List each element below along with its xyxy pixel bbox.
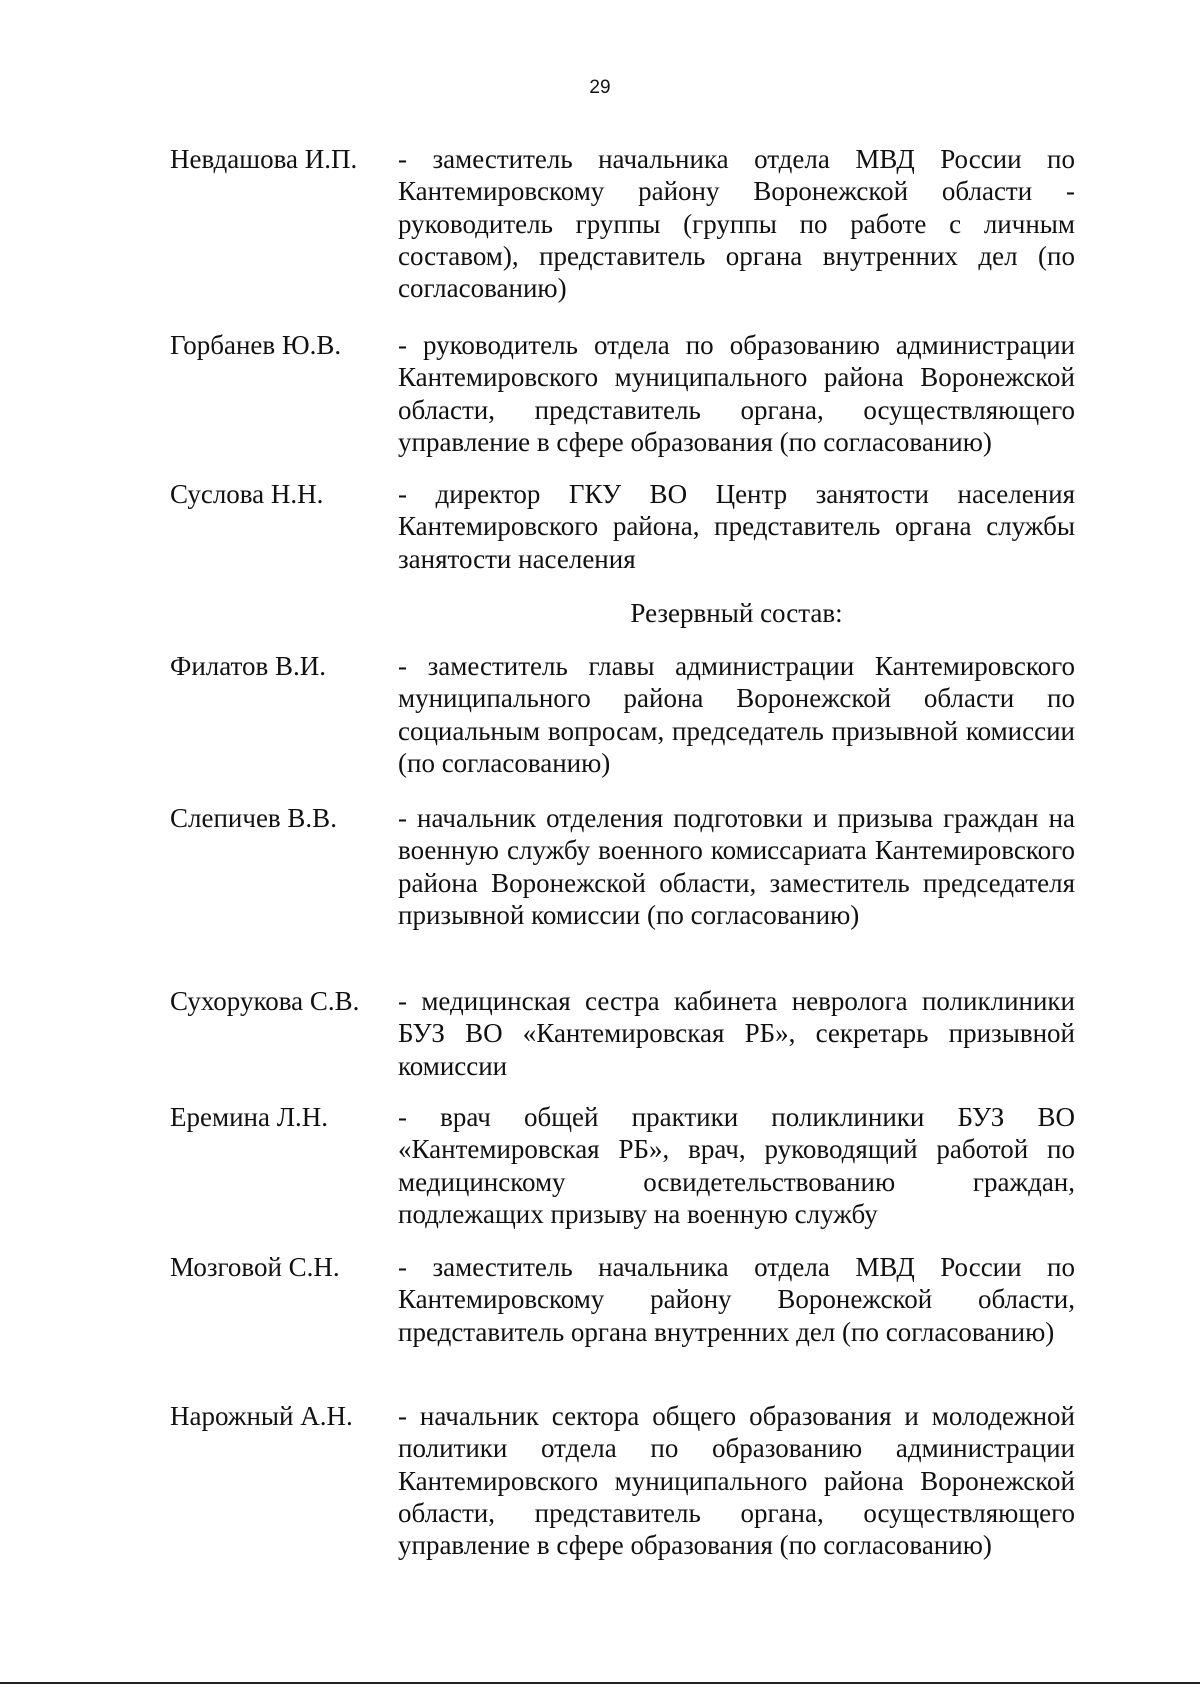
member-name: Филатов В.И. bbox=[170, 651, 326, 681]
member-description: - медицинская сестра кабинета невролога поликлиники БУЗ ВО «Кантемировская РБ», секретарь призывной комиссии bbox=[398, 986, 1075, 1081]
reserve-section-heading: Резервный состав: bbox=[630, 598, 843, 628]
member-description: - начальник сектора общего образования и молодежной политики отдела по образованию администрации Кантемировского муниципального района Воронежской области, представитель органа, осуществляющего управление в сфере образования (по согласованию) bbox=[398, 1401, 1075, 1561]
member-name: Суслова Н.Н. bbox=[170, 479, 324, 509]
member-description: - заместитель начальника отдела МВД России по Кантемировскому району Воронежской области - руководитель группы (группы по работе с личным составом), представитель органа внутренних дел (по согласованию) bbox=[398, 144, 1075, 304]
member-name: Мозговой С.Н. bbox=[170, 1252, 340, 1282]
member-description: - директор ГКУ ВО Центр занятости населения Кантемировского района, представитель органа службы занятости населения bbox=[398, 479, 1075, 574]
member-description: - руководитель отдела по образованию администрации Кантемировского муниципального района Воронежской области, представитель органа, осуществляющего управление в сфере образования (по согласованию) bbox=[398, 330, 1075, 457]
member-name: Невдашова И.П. bbox=[170, 144, 358, 174]
member-name: Нарожный А.Н. bbox=[170, 1401, 353, 1431]
member-description: - начальник отделения подготовки и призыва граждан на военную службу военного комиссариата Кантемировского района Воронежской области, заместитель председателя призывной комиссии (по согласованию) bbox=[398, 803, 1075, 930]
member-name: Сухорукова С.В. bbox=[170, 986, 360, 1016]
member-name: Еремина Л.Н. bbox=[170, 1102, 329, 1132]
page-number: 29 bbox=[589, 77, 611, 98]
member-description: - врач общей практики поликлиники БУЗ ВО «Кантемировская РБ», врач, руководящий работой по медицинскому освидетельствованию граждан, подлежащих призыву на военную службу bbox=[398, 1102, 1075, 1229]
member-description: - заместитель начальника отдела МВД России по Кантемировскому району Воронежской области, представитель органа внутренних дел (по согласованию) bbox=[398, 1252, 1075, 1347]
member-name: Горбанев Ю.В. bbox=[170, 330, 342, 360]
member-name: Слепичев В.В. bbox=[170, 803, 337, 833]
page-bottom-border bbox=[0, 1682, 1200, 1684]
member-description: - заместитель главы администрации Кантемировского муниципального района Воронежской области по социальным вопросам, председатель призывной комиссии (по согласованию) bbox=[398, 651, 1075, 778]
